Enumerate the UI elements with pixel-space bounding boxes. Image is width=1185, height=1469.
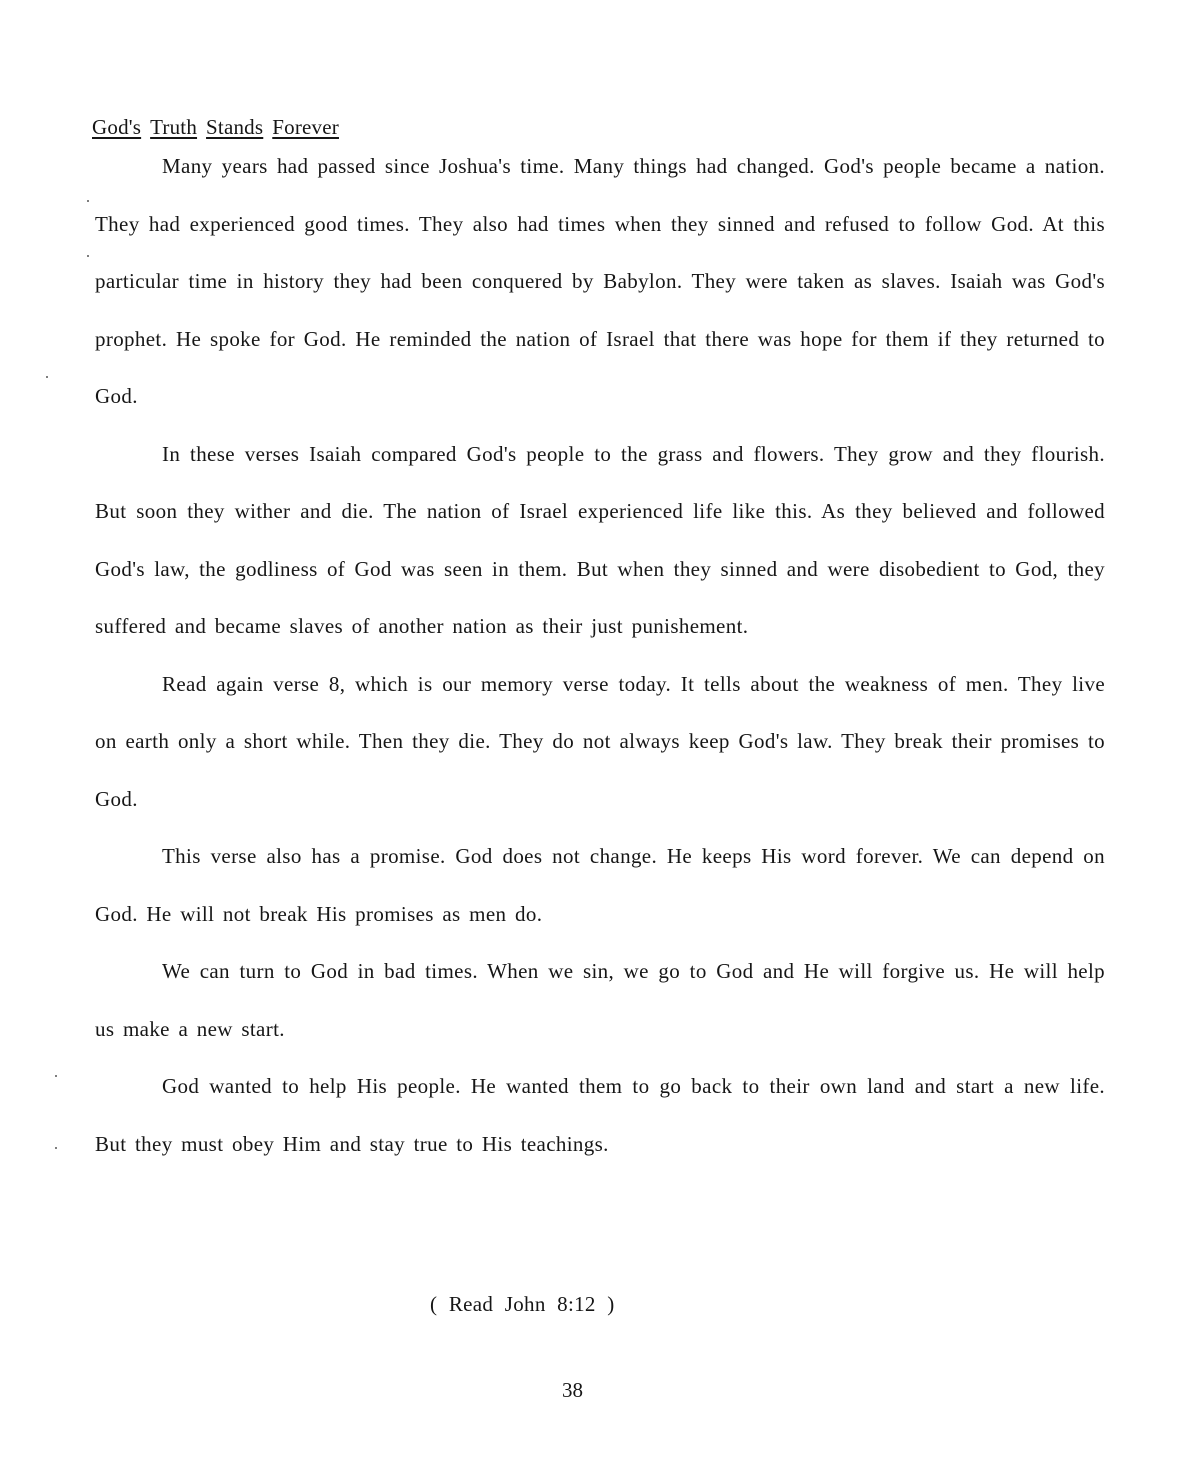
paragraph: This verse also has a promise. God does not change. He keeps His word forever. We can depend on God. He will not break His promises as men do. (95, 844, 1105, 926)
title-word: God's (92, 115, 142, 139)
scan-speck (87, 255, 89, 257)
title-word: Truth (150, 115, 198, 139)
paragraph: Read again verse 8, which is our memory verse today. It tells about the weakness of men. They live on earth only a short while. Then they die. They do not always keep God's law. They break their promises to God. (95, 671, 1105, 811)
scan-speck (55, 1147, 57, 1149)
scripture-reference: ( Read John 8:12 ) (430, 1292, 615, 1316)
paragraph: Many years had passed since Joshua's time. Many things had changed. God's people became a nation. They had experienced good times. They also had times when they sinned and refused to follow God. At this particular time in history they had been conquered by Babylon. They were taken as slaves. Isaiah was God's prophet. He spoke for God. He reminded the nation of Israel that there was hope for them if they returned to God. (95, 154, 1105, 408)
paragraph: In these verses Isaiah compared God's people to the grass and flowers. They grow and they flourish. But soon they wither and die. The nation of Israel experienced life like this. As they believed and followed God's law, the godliness of God was seen in them. But when they sinned and were disobedient to God, they suffered and became slaves of another nation as their just punishement. (95, 441, 1105, 638)
title-word: Stands (206, 115, 264, 139)
title-word: Forever (272, 115, 339, 139)
paragraph: We can turn to God in bad times. When we sin, we go to God and He will forgive us. He will help us make a new start. (95, 959, 1105, 1041)
scan-speck (46, 376, 48, 378)
section-title (92, 115, 348, 140)
body-text (95, 138, 1105, 1173)
page-number: 38 (562, 1378, 583, 1402)
paragraph: God wanted to help His people. He wanted them to go back to their own land and start a new life. But they must obey Him and stay true to His teachings. (95, 1074, 1105, 1156)
scan-speck (55, 1075, 57, 1077)
scan-speck (87, 200, 89, 202)
